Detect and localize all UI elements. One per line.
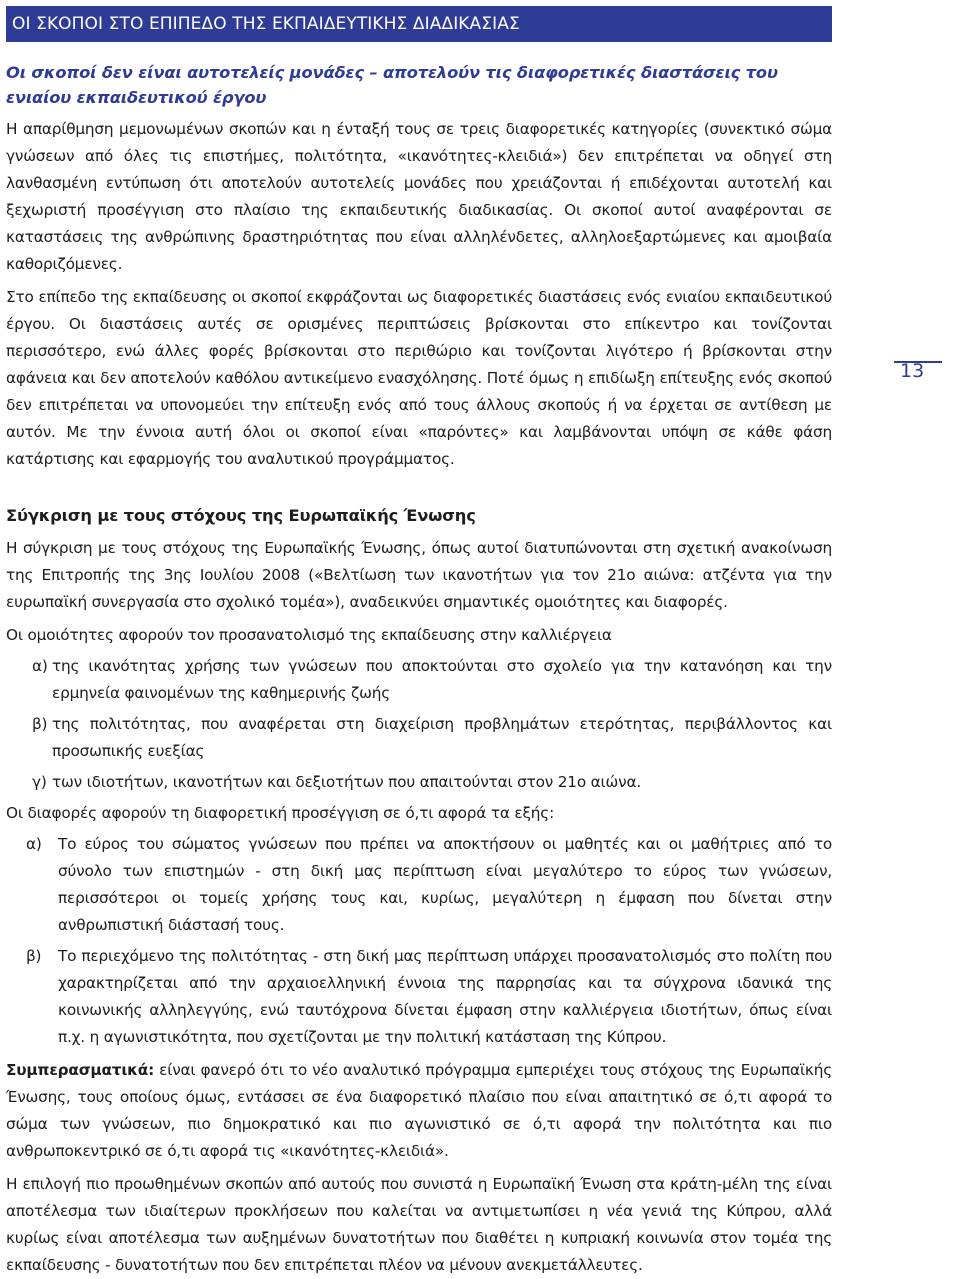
- list-item-text: των ιδιοτήτων, ικανοτήτων και δεξιοτήτων που απαιτούνται στον 21ο αιώνα.: [52, 773, 642, 791]
- paragraph: Οι διαφορές αφορούν τη διαφορετική προσέγγιση σε ό,τι αφορά τα εξής:: [6, 804, 555, 822]
- chapter-title: ΟΙ ΣΚΟΠΟΙ ΣΤΟ ΕΠΙΠΕΔΟ ΤΗΣ ΕΚΠΑΙΔΕΥΤΙΚΗΣ ΔΙΑΔΙΚΑΣΙΑΣ: [12, 14, 520, 34]
- paragraph: Η σύγκριση με τους στόχους της Ευρωπαϊκής Ένωσης, όπως αυτοί διατυπώνονται στη σχετική ανακοίνωση της Επιτροπής της 3ης Ιουλίου 2008 («Βελτίωση των ικανοτήτων για τον 21ο αιώνα: ατζέντα για την ευρωπαϊκή συνεργασία στο σχολικό τομέα»), αναδεικνύει σημαντικές ομοιότητες και διαφορές.: [6, 539, 832, 611]
- list-marker: γ): [32, 773, 47, 791]
- list-item: [6, 769, 832, 796]
- paragraph: Η επιλογή πιο προωθημένων σκοπών από αυτούς που συνιστά η Ευρωπαϊκή Ένωση στα κράτη-μέλη της είναι αποτέλεσμα των ιδιαίτερων προκλήσεων που καλείται να αντιμετωπίσει η νέα γενιά της Κύπρου, αλλά κυρίως είναι αποτέλεσμα των αυξημένων δυνατοτήτων που διαθέτει η κυπριακή κοινωνία στον τομέα της εκπαίδευσης - δυνατοτήτων που δεν επιτρέπεται πλέον να μένουν ανεκμετάλλευτες.: [6, 1175, 832, 1274]
- list-item: [6, 653, 832, 707]
- list-marker: α): [26, 835, 42, 853]
- list-item: [6, 711, 832, 765]
- list-marker: β): [32, 715, 48, 733]
- list-item-text: της πολιτότητας, που αναφέρεται στη διαχείριση προβλημάτων ετερότητας, περιβάλλοντος και προσωπικής ευεξίας: [52, 715, 832, 760]
- similarities-list: [6, 653, 832, 796]
- list-item-text: Το περιεχόμενο της πολιτότητας - στη δική μας περίπτωση υπάρχει προσανατολισμός στο πολίτη που χαρακτηρίζεται από την αρχαιοελληνική έννοια της παρρησίας και τα σύγχρονα ιδανικά της κοινωνικής αλληλεγγύης, ενώ ταυτόχρονα δίνεται έμφαση στην καλλιέργεια ιδιοτήτων, όπως είναι π.χ. η αγωνιστικότητα, που σχετίζονται με την πολιτική κατάσταση της Κύπρου.: [58, 947, 832, 1046]
- paragraph: Στο επίπεδο της εκπαίδευσης οι σκοποί εκφράζονται ως διαφορετικές διαστάσεις ενός ενιαίου εκπαιδευτικού έργου. Οι διαστάσεις αυτές σε ορισμένες περιπτώσεις βρίσκονται στο επίκεντρο και τονίζονται περισσότερο, ενώ άλλες φορές βρίσκονται στο περιθώριο και τονίζονται λιγότερο ή βρίσκονται στην αφάνεια και δεν αποτελούν καθόλου αντικείμενο ενασχόλησης. Ποτέ όμως η επιδίωξη επίτευξης ενός σκοπού δεν επιτρέπεται να υπονομεύει την επίτευξη ενός από τους άλλους σκοπούς ή να έρχεται σε αντίθεση με αυτόν. Με την έννοια αυτή όλοι οι σκοποί είναι «παρόντες» και λαμβάνονται υπόψη σε κάθε φάση κατάρτισης και εφαρμογής του αναλυτικού προγράμματος.: [6, 288, 832, 468]
- list-item-text: Το εύρος του σώματος γνώσεων που πρέπει να αποκτήσουν οι μαθητές και οι μαθήτριες από το σύνολο των επιστημών - στη δική μας περίπτωση είναι μεγαλύτερο το εύρος των γνώσεων, περισσότεροι οι τομείς χρήσης τους και, κυρίως, μεγαλύτερη η έμφαση που δίνεται στην ανθρωπιστική διάστασή τους.: [58, 835, 832, 934]
- chapter-title-bar: [6, 6, 832, 42]
- list-item-text: της ικανότητας χρήσης των γνώσεων που αποκτούνται στο σχολείο για την κατανόηση και την ερμηνεία φαινομένων της καθημερινής ζωής: [52, 657, 832, 702]
- list-item: [6, 831, 832, 939]
- section-subtitle: Οι σκοποί δεν είναι αυτοτελείς μονάδες – αποτελούν τις διαφορετικές διαστάσεις του ενιαίου εκπαιδευτικού έργου: [6, 63, 778, 107]
- page-number: 13: [900, 360, 925, 382]
- page: [6, 6, 832, 1279]
- differences-list: [6, 831, 832, 1051]
- paragraph: Η απαρίθμηση μεμονωμένων σκοπών και η ένταξή τους σε τρεις διαφορετικές κατηγορίες (συνεκτικό σώμα γνώσεων από όλες τις επιστήμες, πολιτότητα, «ικανότητες-κλειδιά») δεν επιτρέπεται να οδηγεί στη λανθασμένη εντύπωση ότι αποτελούν αυτοτελείς μονάδες που χρειάζονται ή επιδέχονται αυτοτελή και ξεχωριστή προσέγγιση στο πλαίσιο της εκπαιδευτικής διαδικασίας. Οι σκοποί αυτοί αναφέρονται σε καταστάσεις της ανθρώπινης δραστηριότητας που είναι αλληλένδετες, αλληλοεξαρτώμενες και αμοιβαία καθοριζόμενες.: [6, 120, 832, 273]
- conclusion-paragraph: [6, 1057, 832, 1165]
- conclusion-text: είναι φανερό ότι το νέο αναλυτικό πρόγραμμα εμπεριέχει τους στόχους της Ευρωπαϊκής Ένωσης, τους οποίους όμως, εντάσσει σε ένα διαφορετικό πλαίσιο που είναι απαιτητικό σε ό,τι αφορά το σώμα των γνώσεων, πιο δημοκρατικό και πιο αγωνιστικό σε ό,τι αφορά την πολιτότητα και πιο ανθρωποκεντρικό σε ό,τι αφορά τις «ικανότητες-κλειδιά».: [6, 1061, 832, 1160]
- paragraph: Οι ομοιότητες αφορούν τον προσανατολισμό της εκπαίδευσης στην καλλιέργεια: [6, 626, 612, 644]
- conclusion-label: Συμπερασματικά:: [6, 1061, 155, 1079]
- list-marker: β): [26, 947, 42, 965]
- list-item: [6, 943, 832, 1051]
- list-marker: α): [32, 657, 48, 675]
- section-heading: Σύγκριση με τους στόχους της Ευρωπαϊκής Ένωσης: [6, 506, 476, 525]
